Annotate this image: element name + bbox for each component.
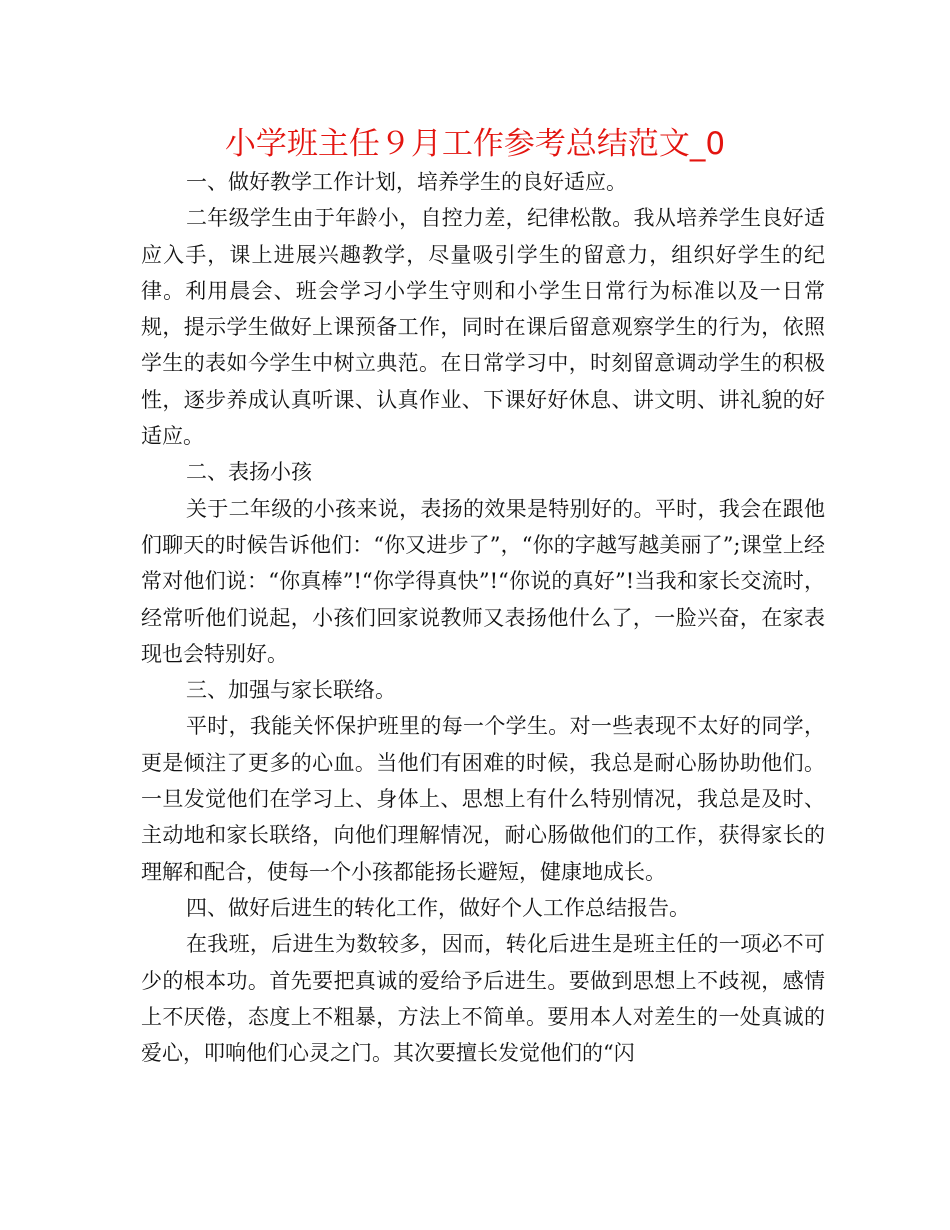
section-heading-2: 二、表扬小孩 [186, 460, 312, 485]
document-body [141, 164, 825, 1071]
section-paragraph-2: 关于二年级的小孩来说，表扬的效果是特别好的。平时，我会在跟他们聊天的时候告诉他们：“你又进步了”，“你的字越写越美丽了”;课堂上经常对他们说：“你真棒”!“你学得真快”!“你说的真好”!当我和家长交流时，经常听他们说起，小孩们回家说教师又表扬他什么了，一脸兴奋，在家表现也会特别好。 [141, 496, 825, 666]
section-heading-1: 一、做好教学工作计划，培养学生的良好适应。 [186, 170, 627, 194]
section-paragraph-4: 在我班，后进生为数较多，因而，转化后进生是班主任的一项必不可少的根本功。首先要把真诚的爱给予后进生。要做到思想上不歧视，感情上不厌倦，态度上不粗暴，方法上不简单。要用本人对差生的一处真诚的爱心，叩响他们心灵之门。其次要擅长发觉他们的“闪 [141, 932, 825, 1066]
document-title: 小学班主任９月工作参考总结范文_0 [224, 126, 726, 162]
section-heading-3: 三、加强与家长联络。 [186, 678, 396, 703]
section-paragraph-3: 平时，我能关怀保护班里的每一个学生。对一些表现不太好的同学，更是倾注了更多的心血。当他们有困难的时候，我总是耐心肠协助他们。一旦发觉他们在学习上、身体上、思想上有什么特别情况，我总是及时、主动地和家长联络，向他们理解情况，耐心肠做他们的工作，获得家长的理解和配合，使每一个小孩都能扬长避短，健康地成长。 [141, 714, 825, 884]
section-heading-4: 四、做好后进生的转化工作，做好个人工作总结报告。 [186, 895, 690, 920]
section-paragraph-1: 二年级学生由于年龄小，自控力差，纪律松散。我从培养学生良好适应入手，课上进展兴趣教学，尽量吸引学生的留意力，组织好学生的纪律。利用晨会、班会学习小学生守则和小学生日常行为标准以及一日常规，提示学生做好上课预备工作，同时在课后留意观察学生的行为，依照学生的表如今学生中树立典范。在日常学习中，时刻留意调动学生的积极性，逐步养成认真听课、认真作业、下课好好休息、讲文明、讲礼貌的好适应。 [141, 206, 825, 449]
